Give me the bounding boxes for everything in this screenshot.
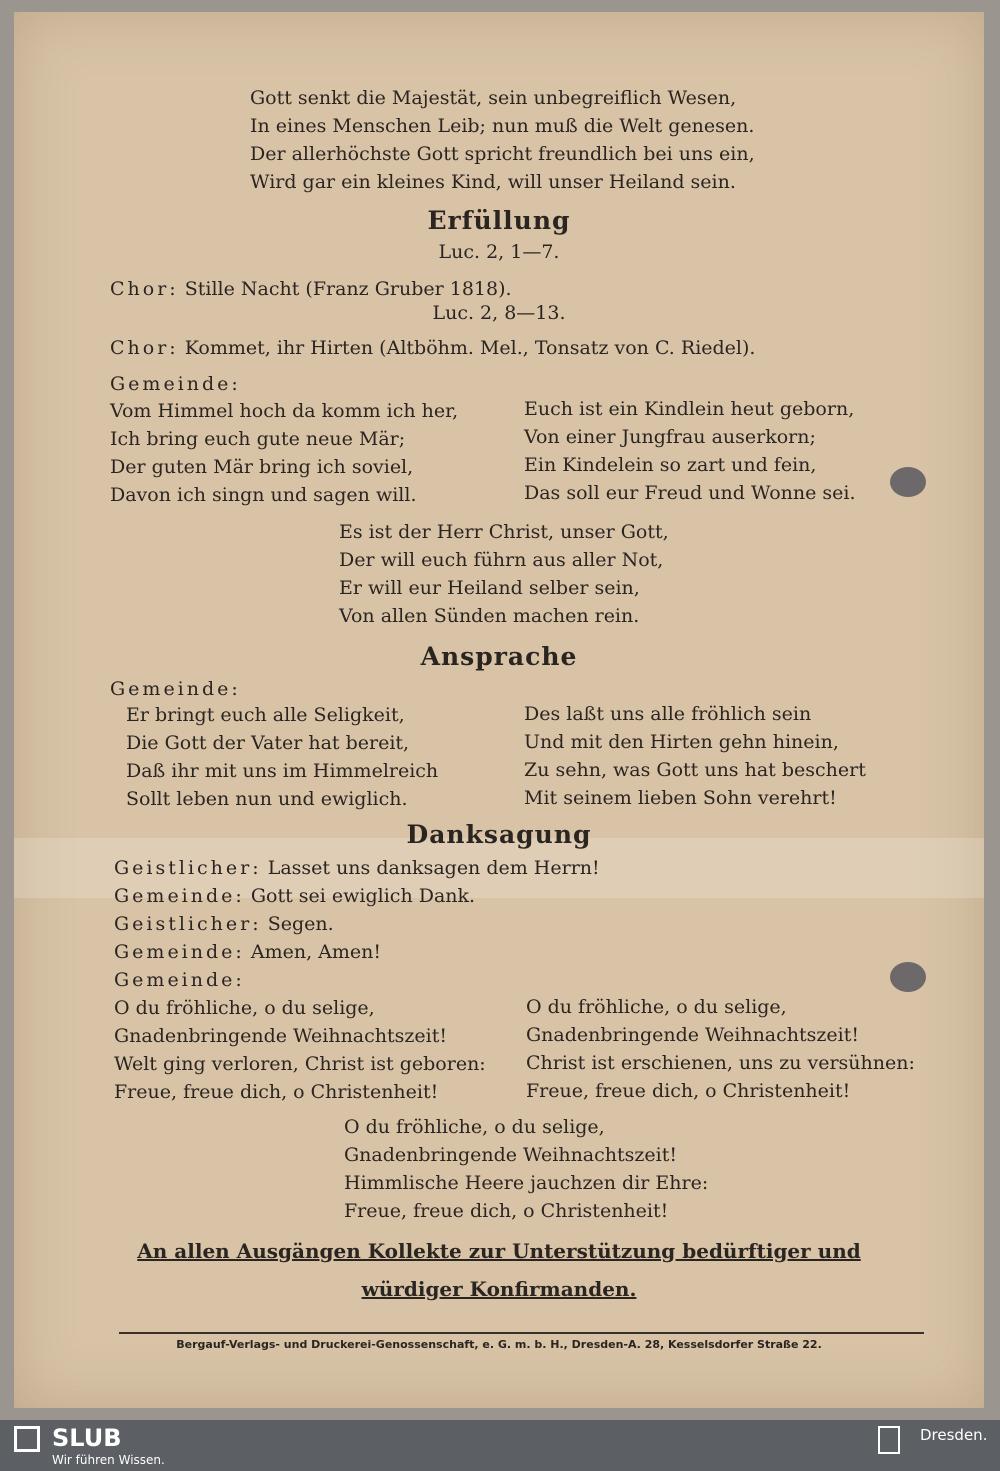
hymn1-right-2: Von einer Jungfrau auserkorn; [524,426,816,448]
gemeinde-label: Gemeinde: [110,678,241,700]
hymn2-left-1: Er bringt euch alle Seligkeit, [126,704,405,726]
imprint-rule [119,1332,924,1334]
intro-line-2: In eines Menschen Leib; nun muß die Welt genesen. [250,115,755,137]
hymn3-right-4: Freue, freue dich, o Christenheit! [526,1080,851,1102]
hymn1-right-3: Ein Kindelein so zart und fein, [524,454,817,476]
kollekte-line-1: An allen Ausgängen Kollekte zur Unterstützung bedürftiger und [137,1239,861,1263]
footer-bar [0,1420,1000,1471]
hymn3-right-1: O du fröhliche, o du selige, [526,996,787,1018]
slub-brand[interactable]: SLUB [52,1424,122,1452]
hymn1-right-4: Das soll eur Freud und Wonne sei. [524,482,856,504]
hymn2-right-3: Zu sehn, was Gott uns hat beschert [524,759,866,781]
chor-label: Chor: [110,278,179,300]
hymn3-center-2: Gnadenbringende Weihnachtszeit! [344,1144,678,1166]
hymn3-right-3: Christ ist erschienen, uns zu versühnen: [526,1052,915,1074]
hymn2-right-2: Und mit den Hirten gehn hinein, [524,731,839,753]
hymn2-left-4: Sollt leben nun und ewiglich. [126,788,408,810]
heading-ansprache: Ansprache [420,642,578,671]
ink-stain [890,467,926,497]
liturgy-text: Gott sei ewiglich Dank. [250,885,476,907]
hymn3-left-2: Gnadenbringende Weihnachtszeit! [114,1025,448,1047]
liturgy-line-1 [114,855,600,881]
intro-line-3: Der allerhöchste Gott spricht freundlich bei uns ein, [250,143,755,165]
hymn3-center-4: Freue, freue dich, o Christenheit! [344,1200,669,1222]
liturgy-text: Lasset uns danksagen dem Herrn! [267,857,600,879]
liturgy-label: Gemeinde: [114,969,245,991]
hymn1-left-2: Ich bring euch gute neue Mär; [110,428,406,450]
intro-line-1: Gott senkt die Majestät, sein unbegreiflich Wesen, [250,87,737,109]
hymn3-left-3: Welt ging verloren, Christ ist geboren: [114,1053,486,1075]
hymn3-center-3: Himmlische Heere jauchzen dir Ehre: [344,1172,709,1194]
liturgy-text: Segen. [267,913,334,935]
liturgy-line-5 [114,967,245,993]
gemeinde-label: Gemeinde: [110,373,241,395]
scripture-ref-2: Luc. 2, 8—13. [432,302,566,324]
dresden-crest-icon [878,1426,900,1454]
liturgy-line-4 [114,939,381,965]
liturgy-label: Gemeinde: [114,941,245,963]
hymn2-left-3: Daß ihr mit uns im Himmelreich [126,760,439,782]
chor-label: Chor: [110,337,179,359]
chor-text: Stille Nacht (Franz Gruber 1818). [184,278,512,300]
imprint: Bergauf-Verlags- und Druckerei-Genossenschaft, e. G. m. b. H., Dresden-A. 28, Kesselsdorfer Straße 22. [176,1338,822,1351]
hymn3-left-1: O du fröhliche, o du selige, [114,997,375,1019]
intro-line-4: Wird gar ein kleines Kind, will unser Heiland sein. [250,171,736,193]
heading-danksagung: Danksagung [406,820,592,849]
hymn1-right-1: Euch ist ein Kindlein heut geborn, [524,398,855,420]
slub-tagline: Wir führen Wissen. [52,1453,165,1467]
scripture-ref-1: Luc. 2, 1—7. [438,241,560,263]
liturgy-label: Geistlicher: [114,913,262,935]
chor-line-2 [110,335,755,361]
liturgy-text: Amen, Amen! [250,941,382,963]
hymn2-left-2: Die Gott der Vater hat bereit, [126,732,410,754]
hymn3-left-4: Freue, freue dich, o Christenheit! [114,1081,439,1103]
hymn1-center-4: Von allen Sünden machen rein. [339,605,640,627]
slub-logo-icon [14,1426,40,1452]
chor-text: Kommet, ihr Hirten (Altböhm. Mel., Tonsatz von C. Riedel). [184,337,756,359]
heading-erfuellung: Erfüllung [427,206,571,235]
kollekte-line-2: würdiger Konfirmanden. [361,1277,637,1301]
ink-stain [890,962,926,992]
hymn1-center-2: Der will euch führn aus aller Not, [339,549,664,571]
hymn1-left-1: Vom Himmel hoch da komm ich her, [110,400,459,422]
hymn3-right-2: Gnadenbringende Weihnachtszeit! [526,1024,860,1046]
liturgy-label: Geistlicher: [114,857,262,879]
hymn3-center-1: O du fröhliche, o du selige, [344,1116,605,1138]
liturgy-line-3 [114,911,334,937]
hymn1-left-3: Der guten Mär bring ich soviel, [110,456,414,478]
liturgy-line-2 [114,883,475,909]
hymn1-center-3: Er will eur Heiland selber sein, [339,577,640,599]
hymn2-right-4: Mit seinem lieben Sohn verehrt! [524,787,837,809]
hymn1-center-1: Es ist der Herr Christ, unser Gott, [339,521,669,543]
liturgy-label: Gemeinde: [114,885,245,907]
dresden-logo[interactable]: Dresden. [920,1426,988,1444]
hymn2-right-1: Des laßt uns alle fröhlich sein [524,703,812,725]
document-page [14,12,984,1408]
hymn1-left-4: Davon ich singn und sagen will. [110,484,417,506]
chor-line-1 [110,276,512,302]
